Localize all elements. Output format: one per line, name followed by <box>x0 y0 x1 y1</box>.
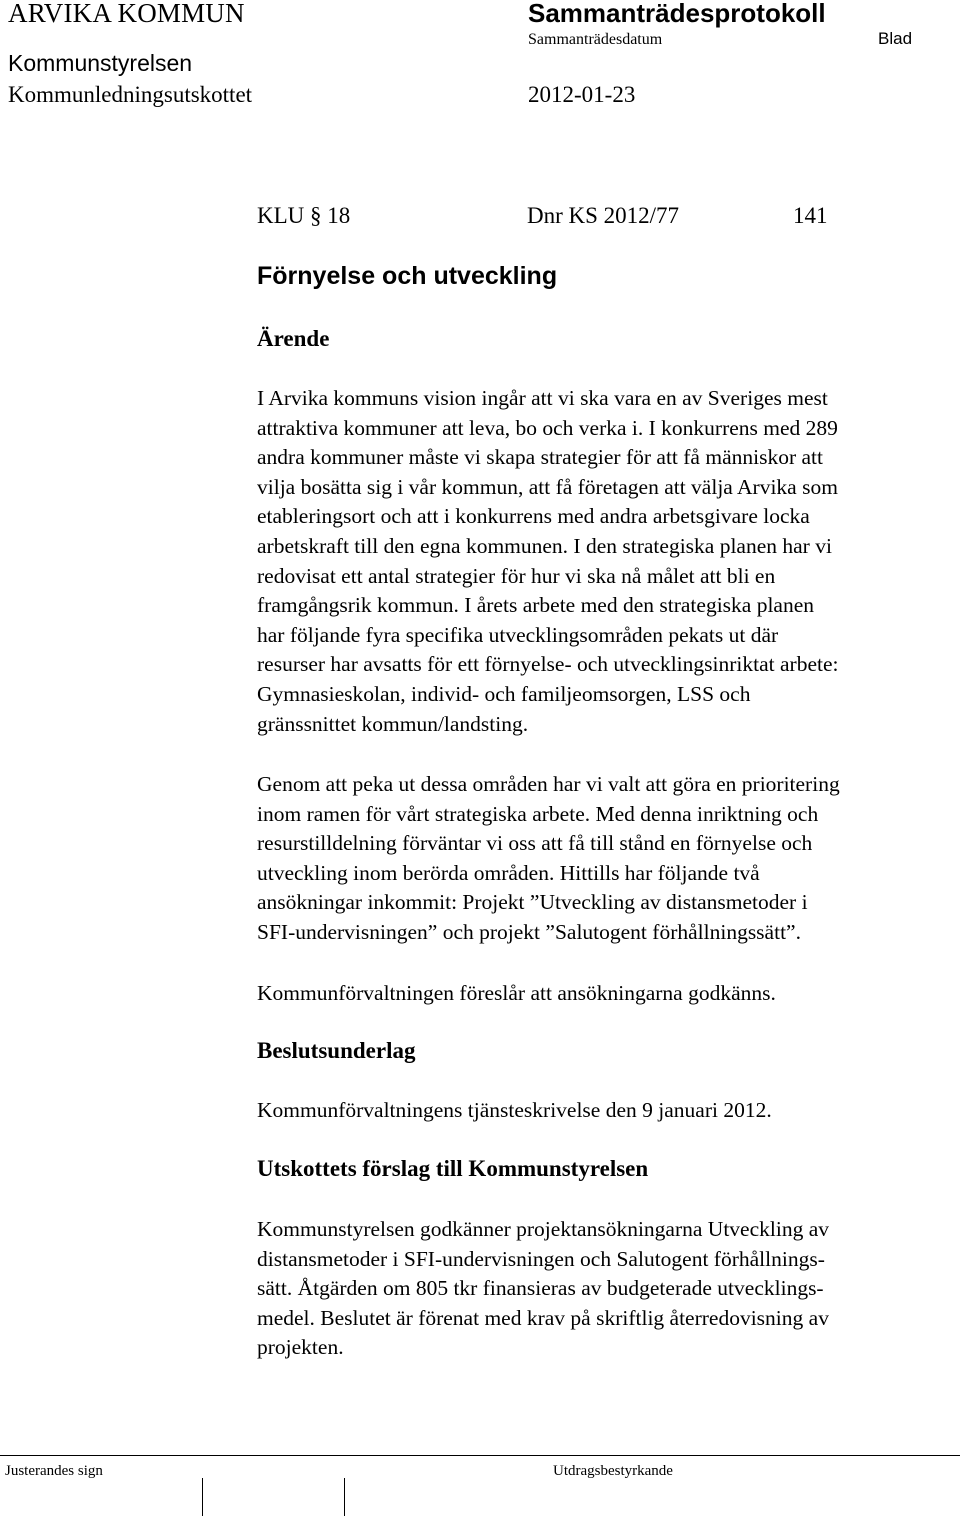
text-line: SFI-undervisningen” och projekt ”Salutogent förhållningssätt”. <box>257 919 801 944</box>
beslutsunderlag-text <box>257 1096 957 1126</box>
board-name: Kommunstyrelsen <box>8 50 193 76</box>
text-line: projekten. <box>257 1335 344 1360</box>
signature-box-divider <box>202 1478 203 1516</box>
text-line: medel. Beslutet är förenat med krav på skriftlig återredovisning av <box>257 1305 829 1330</box>
text-line: distansmetoder i SFI-undervisningen och Salutogent förhållnings- <box>257 1246 825 1271</box>
text-line: I Arvika kommuns vision ingår att vi ska vara en av Sveriges mest <box>257 386 828 410</box>
text-line: Genom att peka ut dessa områden har vi valt att göra en prioritering <box>257 772 840 796</box>
forslag-heading: Utskottets förslag till Kommunstyrelsen <box>257 1156 649 1181</box>
text-line: attraktiva kommuner att leva, bo och verka i. I konkurrens med 289 <box>257 415 838 440</box>
meeting-date: 2012-01-23 <box>528 82 636 107</box>
text-line: Gymnasieskolan, individ- och familjeomsorgen, LSS och <box>257 681 751 706</box>
case-page-number: 141 <box>793 203 828 228</box>
text-line: har följande fyra specifika utvecklingsområden pekats ut där <box>257 622 779 647</box>
footer-divider <box>0 1455 960 1456</box>
text-line: Kommunförvaltningens tjänsteskrivelse den 9 januari 2012. <box>257 1098 772 1122</box>
page-title: Förnyelse och utveckling <box>257 262 558 290</box>
text-line: gränssnittet kommun/landsting. <box>257 711 529 736</box>
utdragsbestyrkande-label: Utdragsbestyrkande <box>553 1463 673 1479</box>
arende-paragraph-3 <box>257 979 957 1009</box>
arende-paragraph-1 <box>257 384 957 739</box>
organization-name: ARVIKA KOMMUN <box>8 0 245 28</box>
text-line: sätt. Åtgärden om 805 tkr finansieras av budgeterade utvecklings- <box>257 1276 824 1301</box>
beslutsunderlag-heading: Beslutsunderlag <box>257 1038 416 1063</box>
case-id: KLU § 18 <box>257 203 351 228</box>
case-dnr: Dnr KS 2012/77 <box>527 203 680 228</box>
text-line: inom ramen för vårt strategiska arbete. Med denna inriktning och <box>257 801 819 826</box>
text-line: andra kommuner måste vi skapa strategier för att få människor att <box>257 445 823 470</box>
text-line: framgångsrik kommun. I årets arbete med den strategiska planen <box>257 593 815 618</box>
text-line: ansökningar inkommit: Projekt ”Utveckling av distansmetoder i <box>257 890 808 915</box>
text-line: Kommunstyrelsen godkänner projektansökningarna Utveckling av <box>257 1217 829 1241</box>
text-line: etableringsort och att i konkurrens med andra arbetsgivare locka <box>257 504 810 529</box>
justerandes-sign-label: Justerandes sign <box>5 1463 103 1479</box>
text-line: Kommunförvaltningen föreslår att ansökningarna godkänns. <box>257 981 776 1005</box>
arende-heading: Ärende <box>257 326 330 351</box>
text-line: redovisat ett antal strategier för hur vi ska nå målet att bli en <box>257 563 776 588</box>
forslag-text <box>257 1215 957 1363</box>
meeting-date-label: Sammanträdesdatum <box>528 31 663 48</box>
signature-box-divider <box>344 1478 345 1516</box>
text-line: utveckling inom berörda områden. Hittills har följande två <box>257 860 760 885</box>
text-line: resurstilldelning förväntar vi oss att få till stånd en förnyelse och <box>257 831 813 856</box>
committee-name: Kommunledningsutskottet <box>8 82 253 107</box>
document-type: Sammanträdesprotokoll <box>528 0 826 28</box>
text-line: resurser har avsatts för ett förnyelse- och utvecklingsinriktat arbete: <box>257 652 839 677</box>
text-line: arbetskraft till den egna kommunen. I den strategiska planen har vi <box>257 533 832 558</box>
page-label: Blad <box>878 29 913 48</box>
text-line: vilja bosätta sig i vår kommun, att få företagen att välja Arvika som <box>257 474 838 499</box>
arende-paragraph-2 <box>257 770 957 948</box>
